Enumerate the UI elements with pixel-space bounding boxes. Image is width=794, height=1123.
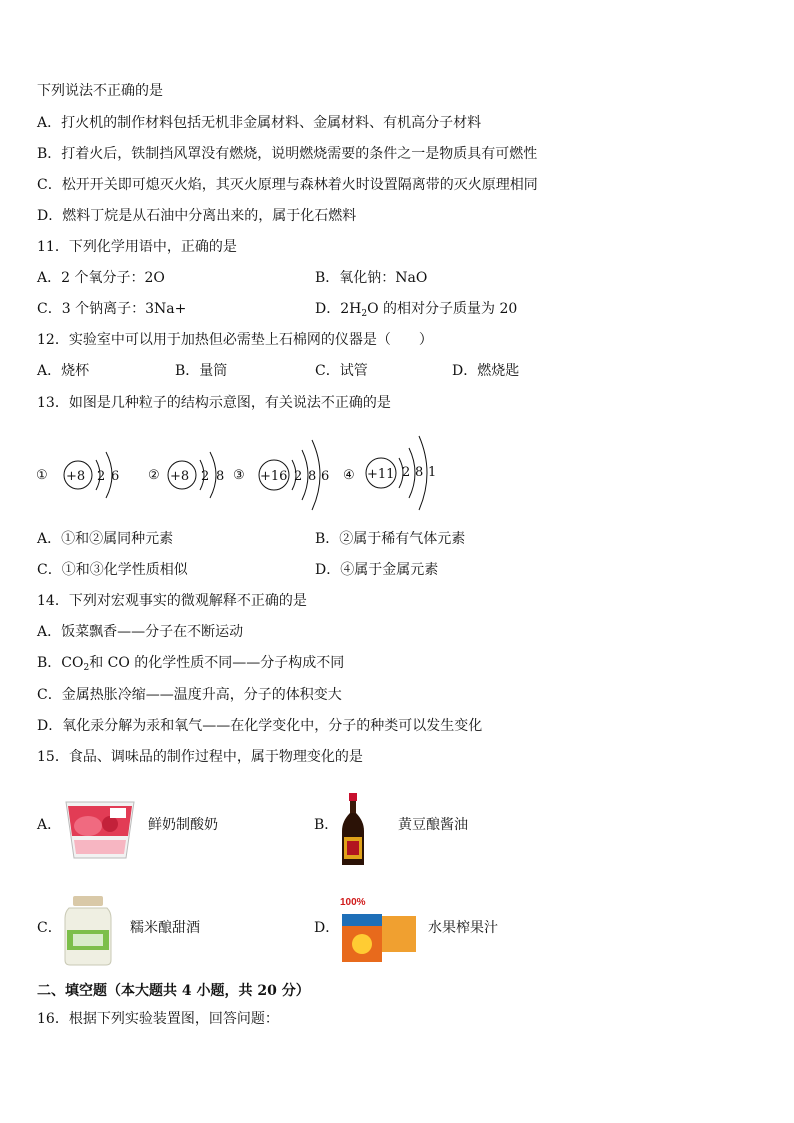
q15-option-a-label: A． [37, 817, 62, 833]
q12-option-c: C．试管 [315, 363, 368, 379]
particle-4-shell-1: 2 [402, 465, 411, 480]
juice-boxes-image [338, 894, 420, 966]
particle-1-shell-1: 2 [97, 469, 106, 484]
q15-option-c-text: 糯米酿甜酒 [130, 920, 200, 936]
particle-2-shell-1: 2 [201, 469, 210, 484]
particle-4-shell-2: 8 [415, 465, 424, 480]
q13-option-d: D．④属于金属元素 [315, 562, 439, 578]
q14-option-c: C．金属热胀冷缩——温度升高，分子的体积变大 [37, 687, 342, 703]
q13-option-a: A．①和②属同种元素 [37, 531, 174, 547]
q12-option-b: B．量筒 [175, 363, 228, 379]
particle-1-shell-2: 6 [111, 469, 120, 484]
q10-option-a: A．打火机的制作材料包括无机非金属材料、金属材料、有机高分子材料 [37, 115, 482, 131]
q12-option-d: D．燃烧匙 [452, 363, 520, 379]
particle-2-label: ② [148, 468, 160, 483]
q15-option-a-text: 鲜奶制酸奶 [148, 817, 218, 833]
particle-3-nucleus: +16 [260, 469, 288, 484]
particle-4-shell-3: 1 [428, 465, 437, 480]
q10-option-d: D．燃料丁烷是从石油中分离出来的，属于化石燃料 [37, 208, 357, 224]
particle-2-shell-2: 8 [216, 469, 225, 484]
q14-stem: 14．下列对宏观事实的微观解释不正确的是 [37, 593, 307, 609]
particle-3-label: ③ [233, 468, 245, 483]
q16-stem: 16．根据下列实验装置图，回答问题： [37, 1011, 279, 1027]
q11-option-c: C．3 个钠离子：3Na+ [37, 301, 187, 317]
q11-stem: 11．下列化学用语中，正确的是 [37, 239, 237, 255]
q15-option-c-label: C． [37, 920, 62, 936]
yogurt-cup-image [64, 796, 136, 862]
juice-badge: 100% [340, 897, 366, 908]
q15-option-d-label: D． [314, 920, 340, 936]
q14-option-b: B．$CO_2$和 CO 的化学性质不同——分子构成不同 [37, 655, 345, 673]
q10-option-c: C．松开开关即可熄灭火焰，其灭火原理与森林着火时设置隔离带的灭火原理相同 [37, 177, 538, 193]
particle-4-label: ④ [343, 468, 355, 483]
particle-2-nucleus: +8 [170, 469, 190, 484]
q15-stem: 15．食品、调味品的制作过程中，属于物理变化的是 [37, 749, 363, 765]
q13-option-b: B．②属于稀有气体元素 [315, 531, 466, 547]
particle-4-nucleus: +11 [367, 467, 395, 482]
particle-3-shell-3: 6 [321, 469, 330, 484]
q15-option-b-label: B． [314, 817, 339, 833]
q10-option-b: B．打着火后，铁制挡风罩没有燃烧，说明燃烧需要的条件之一是物质具有可燃性 [37, 146, 538, 162]
q13-stem: 13．如图是几种粒子的结构示意图，有关说法不正确的是 [37, 395, 391, 411]
q15-option-b-text: 黄豆酿酱油 [398, 817, 468, 833]
q10-stem: 下列说法不正确的是 [37, 83, 163, 99]
particle-3-shell-1: 2 [294, 469, 303, 484]
soy-sauce-bottle-image [338, 793, 368, 867]
section-2-title: 二、填空题（本大题共 4 小题，共 20 分） [37, 983, 310, 999]
rice-wine-jar-image [63, 896, 113, 966]
q15-option-d-text: 水果榨果汁 [428, 920, 498, 936]
particle-3-shell-2: 8 [308, 469, 317, 484]
q11-option-a: A．2 个氧分子：2O [37, 270, 165, 286]
q11-option-d: D．$2H_2O$ 的相对分子质量为 20 [315, 301, 518, 319]
q13-option-c: C．①和③化学性质相似 [37, 562, 188, 578]
q11-option-b: B．氧化钠：NaO [315, 270, 428, 286]
particle-1-label: ① [36, 468, 48, 483]
particle-1-nucleus: +8 [66, 469, 86, 484]
q12-stem: 12．实验室中可以用于加热但必需垫上石棉网的仪器是（ ） [37, 332, 433, 348]
q12-option-a: A．烧杯 [37, 363, 90, 379]
q14-option-a: A．饭菜飘香——分子在不断运动 [37, 624, 244, 640]
q14-option-d: D．氧化汞分解为汞和氧气——在化学变化中，分子的种类可以发生变化 [37, 718, 483, 734]
atomic-structure-diagram [30, 420, 450, 520]
